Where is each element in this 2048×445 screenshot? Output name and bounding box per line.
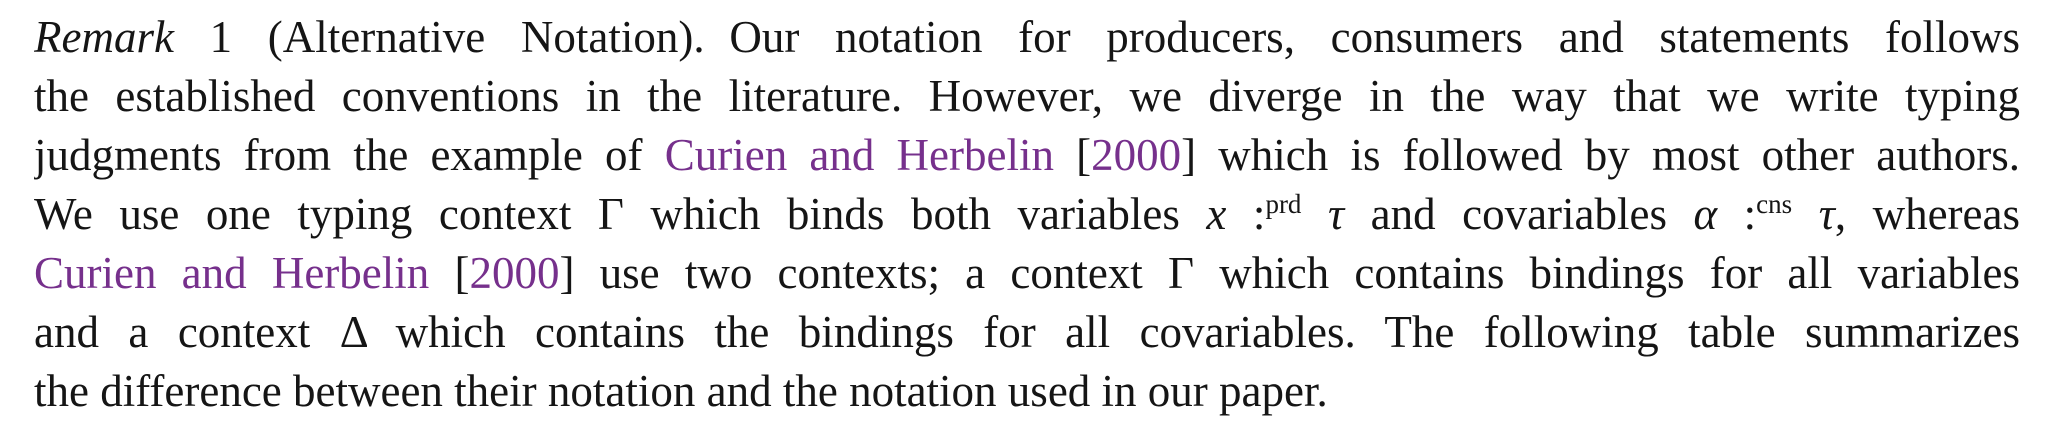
text-run: 1 (Alternative Notation). bbox=[173, 12, 705, 62]
text-run bbox=[1301, 189, 1328, 239]
text-run: Our notation for producers, consumers and statements follows bbox=[729, 12, 2020, 62]
text-line bbox=[34, 126, 2020, 185]
text-line bbox=[34, 303, 2020, 362]
text-run: , whereas bbox=[1834, 189, 2020, 239]
text-run: ] use two contexts; a context Γ which contains bindings for all variables bbox=[559, 248, 2020, 298]
superscript-annotation: prd bbox=[1265, 189, 1302, 219]
text-line bbox=[34, 362, 2020, 421]
text-run: [ bbox=[429, 248, 470, 298]
remark-keyword: Remark bbox=[34, 12, 174, 62]
superscript-annotation: cns bbox=[1756, 189, 1793, 219]
math-symbol: α bbox=[1693, 189, 1718, 239]
text-line bbox=[34, 8, 2020, 67]
remark-paragraph bbox=[34, 8, 2020, 421]
math-symbol: τ bbox=[1818, 189, 1835, 239]
math-symbol: τ bbox=[1327, 189, 1345, 239]
text-run: and a context Δ which contains the bindings for all covariables. The following table summarizes bbox=[34, 307, 2020, 357]
text-run: : bbox=[1226, 189, 1266, 239]
citation-link[interactable]: 2000 bbox=[469, 248, 560, 298]
text-line bbox=[34, 67, 2020, 126]
text-run: [ bbox=[1053, 130, 1092, 180]
math-symbol: x bbox=[1206, 189, 1227, 239]
citation-link[interactable]: 2000 bbox=[1091, 130, 1182, 180]
text-run: and covariables bbox=[1344, 189, 1694, 239]
text-run: the established conventions in the literature. However, we diverge in the way that we write typing bbox=[34, 71, 2020, 121]
citation-link[interactable]: Curien and Herbelin bbox=[664, 130, 1054, 180]
citation-link[interactable]: Curien and Herbelin bbox=[34, 248, 430, 298]
text-run: We use one typing context Γ which binds both variables bbox=[34, 189, 1207, 239]
text-run: the difference between their notation and the notation used in our paper. bbox=[34, 366, 1328, 416]
text-run bbox=[1792, 189, 1819, 239]
text-run: judgments from the example of bbox=[34, 130, 665, 180]
text-line bbox=[34, 185, 2020, 244]
text-line bbox=[34, 244, 2020, 303]
text-run: ] which is followed by most other authors. bbox=[1181, 130, 2020, 180]
text-run: : bbox=[1717, 189, 1757, 239]
